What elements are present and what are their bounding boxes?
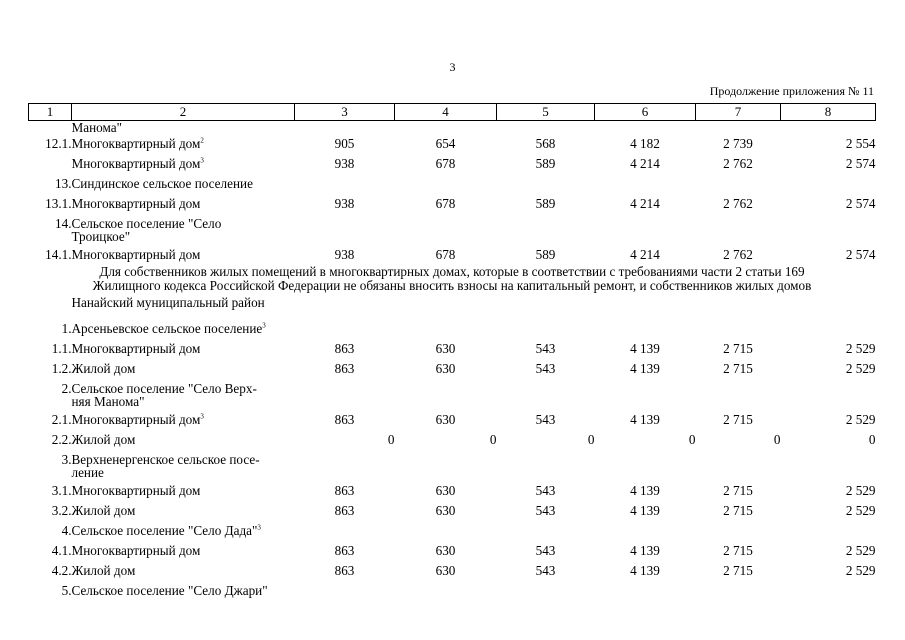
- value-cell: 938: [334, 156, 355, 171]
- empty-cell: [696, 174, 781, 194]
- value-cell: 2 529: [845, 563, 876, 578]
- value-cell: 2 762: [723, 196, 753, 211]
- value-cell: 543: [535, 503, 556, 518]
- column-header: 6: [595, 104, 696, 121]
- empty-cell: [696, 521, 781, 541]
- empty-cell: [497, 581, 595, 601]
- value-cell: 0: [773, 432, 781, 447]
- empty-cell: [595, 214, 696, 245]
- row-number: [29, 293, 72, 319]
- row-name-cell: [72, 521, 295, 541]
- row-number: 12.1.: [45, 136, 72, 151]
- value-cell: 2 529: [845, 503, 876, 518]
- empty-cell: [395, 174, 497, 194]
- table-row: [29, 561, 876, 581]
- empty-cell: [395, 121, 497, 135]
- row-number: 14.1.: [45, 247, 72, 262]
- row-number: 3.: [61, 452, 72, 467]
- table-row: [29, 430, 876, 450]
- row-name-cell: [72, 339, 295, 359]
- value-cell: 4 182: [630, 136, 660, 151]
- row-number: 1.2.: [51, 361, 72, 376]
- footnote-marker: 3: [200, 156, 204, 165]
- empty-cell: [696, 121, 781, 135]
- row-name-cell: [72, 245, 295, 265]
- value-cell: 543: [535, 361, 556, 376]
- value-cell: 2 762: [723, 247, 753, 262]
- value-cell: 568: [535, 136, 556, 151]
- table-body: [29, 121, 876, 602]
- column-header: 3: [295, 104, 395, 121]
- row-name-cell: [72, 379, 295, 410]
- row-name: Многоквартирный дом: [71, 483, 201, 498]
- empty-cell: [781, 121, 876, 135]
- row-number: 3.2.: [51, 503, 72, 518]
- row-number: 4.: [61, 523, 72, 538]
- empty-cell: [595, 293, 696, 319]
- value-cell: 863: [334, 503, 355, 518]
- empty-cell: [497, 293, 595, 319]
- row-name-line: няя Манома": [71, 394, 145, 409]
- empty-cell: [497, 450, 595, 481]
- value-cell: 543: [535, 341, 556, 356]
- row-name: Многоквартирный дом: [71, 136, 201, 151]
- empty-cell: [781, 319, 876, 339]
- empty-cell: [295, 379, 395, 410]
- empty-cell: [696, 581, 781, 601]
- table-row-section: [29, 214, 876, 245]
- value-cell: 2 715: [723, 483, 753, 498]
- value-cell: 630: [435, 341, 456, 356]
- value-cell: 4 214: [630, 247, 660, 262]
- row-name: Жилой дом: [71, 503, 136, 518]
- column-header: 2: [72, 104, 295, 121]
- empty-cell: [595, 121, 696, 135]
- value-cell: 2 529: [845, 412, 876, 427]
- row-name-cell: [72, 501, 295, 521]
- empty-cell: [595, 450, 696, 481]
- value-cell: 4 139: [630, 412, 660, 427]
- value-cell: 4 214: [630, 156, 660, 171]
- row-name: Манома": [71, 120, 122, 135]
- row-name-cell: [72, 430, 295, 450]
- row-name: Нанайский муниципальный район: [71, 295, 265, 310]
- value-cell: 589: [535, 196, 556, 211]
- value-cell: 4 214: [630, 196, 660, 211]
- row-name-cell: [72, 541, 295, 561]
- value-cell: 0: [688, 432, 696, 447]
- table-row: [29, 154, 876, 174]
- value-cell: 2 529: [845, 543, 876, 558]
- empty-cell: [696, 293, 781, 319]
- value-cell: 678: [435, 156, 456, 171]
- row-name: Многоквартирный дом: [71, 543, 201, 558]
- table-row: [29, 481, 876, 501]
- row-name-line: Верхненергенское сельское посе-: [71, 452, 260, 467]
- table-row: [29, 134, 876, 154]
- value-cell: 863: [334, 483, 355, 498]
- row-name-cell: [72, 121, 295, 135]
- row-number: 14.: [55, 216, 72, 231]
- value-cell: 863: [334, 361, 355, 376]
- value-cell: 543: [535, 483, 556, 498]
- empty-cell: [395, 581, 497, 601]
- table-row-section: [29, 319, 876, 339]
- value-cell: 2 554: [845, 136, 876, 151]
- row-name-cell: [72, 174, 295, 194]
- value-cell: 2 529: [845, 361, 876, 376]
- row-name: Арсеньевское сельское поселение: [71, 321, 263, 336]
- table-row: [29, 359, 876, 379]
- empty-cell: [395, 379, 497, 410]
- row-name-line: ление: [71, 465, 104, 480]
- column-header: 7: [696, 104, 781, 121]
- column-header: 1: [29, 104, 72, 121]
- row-name: Синдинское сельское поселение: [71, 176, 253, 191]
- empty-cell: [295, 174, 395, 194]
- row-name-cell: [72, 194, 295, 214]
- value-cell: 863: [334, 543, 355, 558]
- table-row: [29, 245, 876, 265]
- empty-cell: [497, 174, 595, 194]
- row-number: 2.2.: [51, 432, 72, 447]
- row-number: 5.: [61, 583, 72, 598]
- empty-cell: [295, 214, 395, 245]
- table-row-section: [29, 379, 876, 410]
- row-name: Многоквартирный дом: [71, 412, 201, 427]
- value-cell: 2 715: [723, 361, 753, 376]
- empty-cell: [696, 214, 781, 245]
- table-row: [29, 501, 876, 521]
- empty-cell: [395, 521, 497, 541]
- empty-cell: [781, 450, 876, 481]
- value-cell: 905: [334, 136, 355, 151]
- footnote-marker: 3: [262, 321, 266, 330]
- row-name-cell: [72, 154, 295, 174]
- empty-cell: [696, 450, 781, 481]
- empty-cell: [395, 319, 497, 339]
- empty-cell: [595, 319, 696, 339]
- value-cell: 4 139: [630, 563, 660, 578]
- value-cell: 2 529: [845, 341, 876, 356]
- value-cell: 678: [435, 196, 456, 211]
- row-name: Жилой дом: [71, 361, 136, 376]
- value-cell: 630: [435, 483, 456, 498]
- value-cell: 589: [535, 156, 556, 171]
- value-cell: 4 139: [630, 503, 660, 518]
- row-name-cell: [72, 359, 295, 379]
- value-cell: 543: [535, 563, 556, 578]
- page-number: 3: [449, 60, 456, 74]
- value-cell: 863: [334, 341, 355, 356]
- row-name-cell: [72, 450, 295, 481]
- row-name: Сельское поселение "Село Дада": [71, 523, 258, 538]
- empty-cell: [497, 319, 595, 339]
- value-cell: 630: [435, 412, 456, 427]
- row-number: 13.: [55, 176, 72, 191]
- empty-cell: [781, 521, 876, 541]
- value-cell: 678: [435, 247, 456, 262]
- table-row: [29, 410, 876, 430]
- row-number: 1.1.: [51, 341, 72, 356]
- empty-cell: [395, 450, 497, 481]
- row-name-line: Троицкое": [71, 229, 131, 244]
- empty-cell: [595, 174, 696, 194]
- value-cell: 4 139: [630, 483, 660, 498]
- row-name: Сельское поселение "Село Джари": [71, 583, 268, 598]
- empty-cell: [595, 521, 696, 541]
- value-cell: 543: [535, 412, 556, 427]
- row-name: Жилой дом: [71, 432, 136, 447]
- empty-cell: [395, 214, 497, 245]
- value-cell: 630: [435, 361, 456, 376]
- row-name-line: Сельское поселение "Село Верх-: [71, 381, 257, 396]
- value-cell: 589: [535, 247, 556, 262]
- row-name-cell: [72, 581, 295, 601]
- empty-cell: [497, 214, 595, 245]
- value-cell: 863: [334, 563, 355, 578]
- value-cell: 654: [435, 136, 456, 151]
- value-cell: 938: [334, 196, 355, 211]
- appendix-continuation-label: Продолжение приложения № 11: [709, 84, 874, 98]
- row-number: 2.: [61, 381, 72, 396]
- table-row-section: [29, 450, 876, 481]
- table-row-section: [29, 581, 876, 601]
- row-number: [29, 154, 72, 174]
- empty-cell: [781, 214, 876, 245]
- empty-cell: [295, 521, 395, 541]
- table-row: [29, 194, 876, 214]
- row-name-cell: [72, 410, 295, 430]
- empty-cell: [781, 581, 876, 601]
- value-cell: 938: [334, 247, 355, 262]
- value-cell: 2 715: [723, 503, 753, 518]
- row-number: 3.1.: [51, 483, 72, 498]
- value-cell: 4 139: [630, 543, 660, 558]
- empty-cell: [781, 379, 876, 410]
- value-cell: 2 739: [723, 136, 753, 151]
- value-cell: 2 762: [723, 156, 753, 171]
- footnote-marker: 3: [257, 523, 261, 532]
- empty-cell: [497, 121, 595, 135]
- category-note-line: Для собственников жилых помещений в многоквартирных домах, которые в соответствии с требованиями части 2 статьи 169: [99, 264, 805, 279]
- empty-cell: [696, 379, 781, 410]
- row-name: Многоквартирный дом: [71, 341, 201, 356]
- row-name-cell: [72, 481, 295, 501]
- empty-cell: [696, 319, 781, 339]
- row-name-cell: [72, 561, 295, 581]
- value-cell: 2 715: [723, 543, 753, 558]
- row-number: 2.1.: [51, 412, 72, 427]
- row-number: [29, 121, 72, 135]
- row-number: 4.2.: [51, 563, 72, 578]
- table-row-section: [29, 521, 876, 541]
- empty-cell: [395, 293, 497, 319]
- footnote-marker: 2: [200, 136, 204, 145]
- value-cell: 2 529: [845, 483, 876, 498]
- empty-cell: [295, 121, 395, 135]
- column-header: 8: [781, 104, 876, 121]
- column-header: 5: [497, 104, 595, 121]
- row-number: 13.1.: [45, 196, 72, 211]
- value-cell: 2 574: [845, 247, 876, 262]
- row-name-cell: [72, 319, 295, 339]
- table-row: [29, 339, 876, 359]
- row-name: Жилой дом: [71, 563, 136, 578]
- footnote-marker: 3: [200, 412, 204, 421]
- value-cell: 0: [868, 432, 876, 447]
- row-name-cell: [72, 293, 295, 319]
- value-cell: 630: [435, 543, 456, 558]
- value-cell: 2 715: [723, 563, 753, 578]
- value-cell: 2 715: [723, 412, 753, 427]
- category-note: [29, 265, 876, 293]
- table-row-section: [29, 174, 876, 194]
- value-cell: 4 139: [630, 361, 660, 376]
- empty-cell: [595, 379, 696, 410]
- category-note-line: Жилищного кодекса Российской Федерации не обязаны вносить взносы на капитальный ремонт, и собственников жилых домов: [92, 278, 812, 293]
- empty-cell: [781, 293, 876, 319]
- row-name: Многоквартирный дом: [71, 247, 201, 262]
- row-name: Многоквартирный дом: [71, 156, 201, 171]
- empty-cell: [295, 450, 395, 481]
- column-number-header-row: [29, 104, 876, 121]
- empty-cell: [295, 319, 395, 339]
- table-row-continuation: [29, 121, 876, 135]
- row-name-cell: [72, 214, 295, 245]
- empty-cell: [497, 379, 595, 410]
- table-row-district: [29, 293, 876, 319]
- column-header: 4: [395, 104, 497, 121]
- row-number: 1.: [61, 321, 72, 336]
- value-cell: 543: [535, 543, 556, 558]
- empty-cell: [781, 174, 876, 194]
- value-cell: 863: [334, 412, 355, 427]
- value-cell: 630: [435, 563, 456, 578]
- value-cell: 2 574: [845, 196, 876, 211]
- value-cell: 630: [435, 503, 456, 518]
- row-name: Многоквартирный дом: [71, 196, 201, 211]
- value-cell: 0: [587, 432, 595, 447]
- value-cell: 2 574: [845, 156, 876, 171]
- tariff-table: [28, 103, 876, 601]
- empty-cell: [295, 293, 395, 319]
- value-cell: 0: [387, 432, 395, 447]
- value-cell: 4 139: [630, 341, 660, 356]
- empty-cell: [295, 581, 395, 601]
- row-name-cell: [72, 134, 295, 154]
- value-cell: 2 715: [723, 341, 753, 356]
- row-name-line: Сельское поселение "Село: [71, 216, 222, 231]
- table-row: [29, 541, 876, 561]
- row-number: 4.1.: [51, 543, 72, 558]
- value-cell: 0: [489, 432, 497, 447]
- empty-cell: [595, 581, 696, 601]
- table-row-note: [29, 265, 876, 293]
- empty-cell: [497, 521, 595, 541]
